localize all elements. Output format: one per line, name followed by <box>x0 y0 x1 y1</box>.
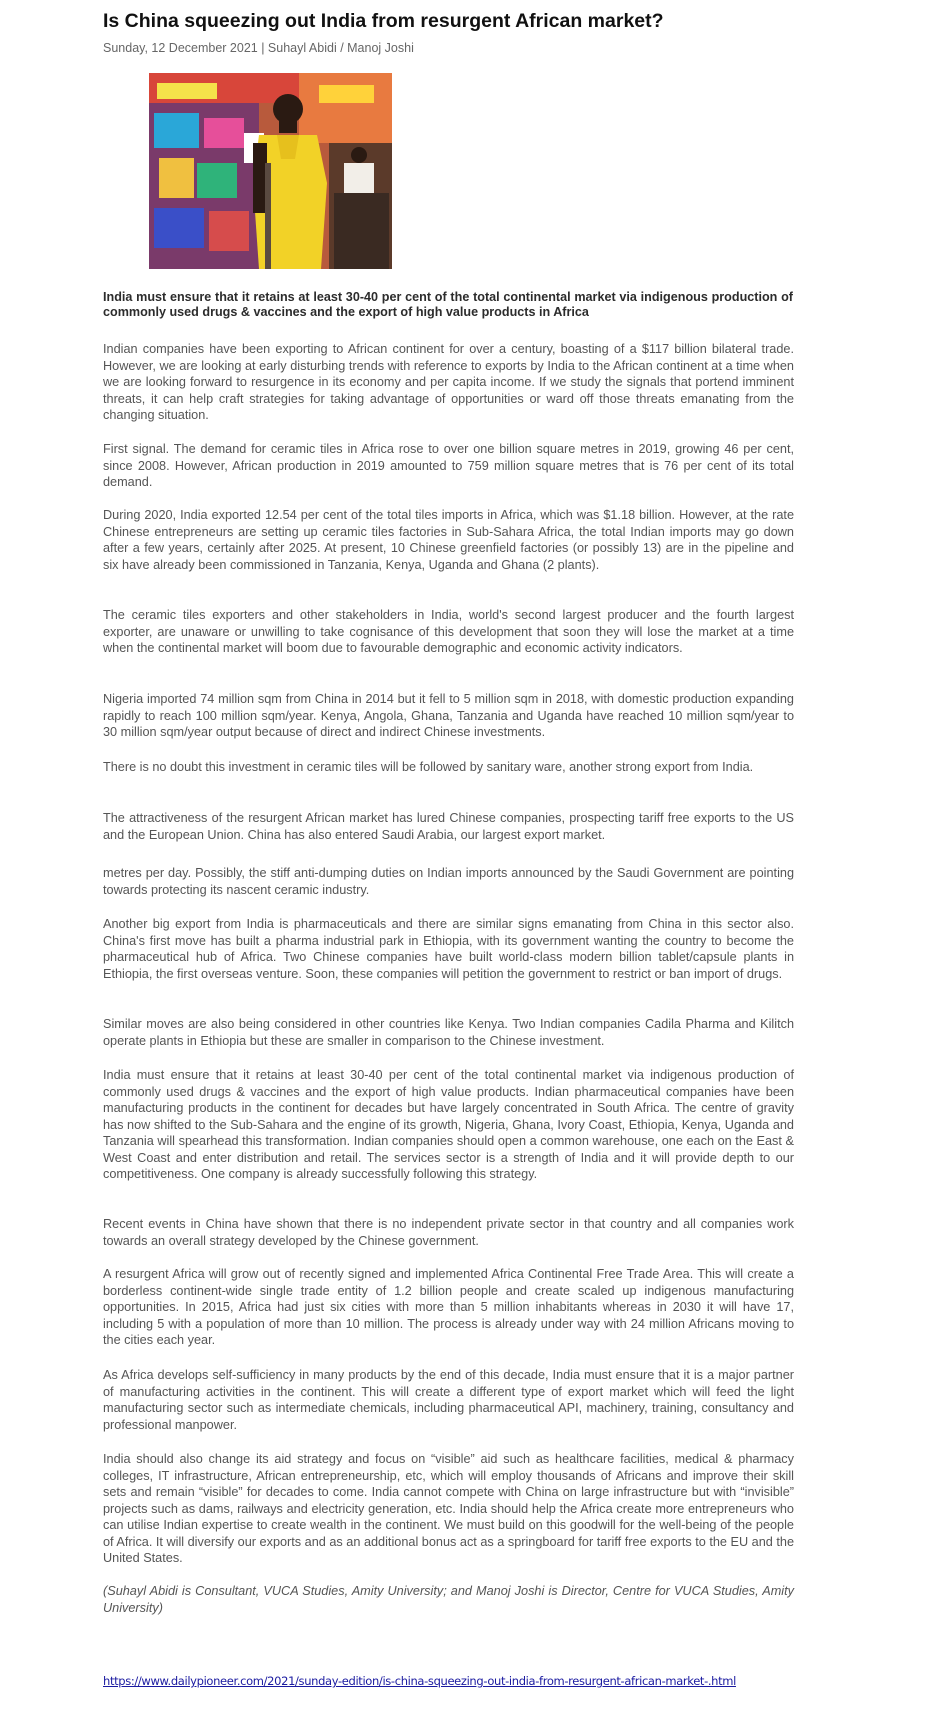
article-paragraph: The attractiveness of the resurgent African market has lured Chinese companies, prospecting tariff free exports to the US and the European Union. China has also entered Saudi Arabia, our largest export market. <box>103 811 794 842</box>
author-note: (Suhayl Abidi is Consultant, VUCA Studies, Amity University; and Manoj Joshi is Director, Centre for VUCA Studies, Amity University) <box>103 1584 794 1615</box>
article-paragraph: Similar moves are also being considered in other countries like Kenya. Two Indian companies Cadila Pharma and Kilitch operate plants in Ethiopia but these are smaller in comparison to the Chinese investment. <box>103 1017 794 1048</box>
article-paragraph: The ceramic tiles exporters and other stakeholders in India, world's second largest producer and the fourth largest exporter, are unaware or unwilling to take cognisance of this development that soon they will lose the market at a time when the continental market will boom due to favourable demographic and economic activity indicators. <box>103 608 794 655</box>
article-paragraph: metres per day. Possibly, the stiff anti-dumping duties on Indian imports announced by the Saudi Government are pointing towards protecting its nascent ceramic industry. <box>103 866 794 897</box>
article-photo <box>149 73 392 269</box>
article-paragraph: Recent events in China have shown that there is no independent private sector in that country and all companies work towards an overall strategy developed by the Chinese government. <box>103 1217 794 1248</box>
article-byline: Sunday, 12 December 2021 | Suhayl Abidi / Manoj Joshi <box>103 41 414 55</box>
article-paragraph: India must ensure that it retains at least 30-40 per cent of the total continental market via indigenous production of commonly used drugs & vaccines and the export of high value products. Indian pharmaceutical companies have been manufacturing products in the continent for decades but have largely concentrated in South Africa. The centre of gravity has now shifted to the Sub-Sahara and the engine of its growth, Nigeria, Ghana, Ivory Coast, Ethiopia, Kenya, Uganda and Tanzania will spearhead this transformation. Indian companies should open a common warehouse, one each on the East & West Coast and enter distribution and retail. The services sector is a strength of India and it will provide depth to our competitiveness. One company is already successfully following this strategy. <box>103 1068 794 1181</box>
article-paragraph: A resurgent Africa will grow out of recently signed and implemented Africa Continental Free Trade Area. This will create a borderless continent-wide single trade entity of 1.2 billion people and create scaled up indigenous manufacturing opportunities. In 2015, Africa had just six cities with more than 5 million inhabitants whereas in 2030 it will have 17, including 5 with a population of more than 10 million. The process is already under way with 24 million Africans moving to the cities each year. <box>103 1267 794 1347</box>
article-standfirst: India must ensure that it retains at least 30-40 per cent of the total continental market via indigenous production of commonly used drugs & vaccines and the export of high value products in Africa <box>103 290 793 320</box>
article-paragraph: There is no doubt this investment in ceramic tiles will be followed by sanitary ware, another strong export from India. <box>103 760 754 774</box>
article-paragraph: During 2020, India exported 12.54 per cent of the total tiles imports in Africa, which was $1.18 billion. However, at the rate Chinese entrepreneurs are setting up ceramic tiles factories in Sub-Sahara Africa, the total Indian imports may go down after a few years, certainly after 2025. At present, 10 Chinese greenfield factories (or possibly 13) are in the pipeline and six have already been commissioned in Tanzania, Kenya, Uganda and Ghana (2 plants). <box>103 508 794 572</box>
article-paragraph: First signal. The demand for ceramic tiles in Africa rose to over one billion square metres in 2019, growing 46 per cent, since 2008. However, African production in 2019 amounted to 759 million square metres that is 76 per cent of its total demand. <box>103 442 794 489</box>
article-paragraph: India should also change its aid strategy and focus on “visible” aid such as healthcare facilities, medical & pharmacy colleges, IT infrastructure, African entrepreneurship, etc, which will employ thousands of Africans and improve their skill sets and remain “visible” for decades to come. India cannot compete with China on large infrastructure but with “invisible” projects such as dams, railways and electricity generation, etc. India should help the Africa create more entrepreneurs who can utilise Indian expertise to create wealth in the continent. We must build on this goodwill for the well-being of the people of Africa. It will diversify our exports and as an additional bonus act as a springboard for tariff free exports to the EU and the United States. <box>103 1452 794 1565</box>
source-link[interactable]: https://www.dailypioneer.com/2021/sunday-edition/is-china-squeezing-out-india-from-resurgent-african-market-.html <box>103 1674 736 1688</box>
article-paragraph: Another big export from India is pharmaceuticals and there are similar signs emanating from China in this sector also. China's first move has built a pharma industrial park in Ethiopia, with its government wanting the country to become the pharmaceutical hub of Africa. Two Chinese companies have built world-class modern billion tablet/capsule plants in Ethiopia, the first overseas venture. Soon, these companies will petition the government to restrict or ban import of drugs. <box>103 917 794 981</box>
article-paragraph: Nigeria imported 74 million sqm from China in 2014 but it fell to 5 million sqm in 2018, with domestic production expanding rapidly to reach 100 million sqm/year. Kenya, Angola, Ghana, Tanzania and Uganda have reached 10 million sqm/year to 30 million sqm/year output because of direct and indirect Chinese investments. <box>103 692 794 739</box>
article-title: Is China squeezing out India from resurgent African market? <box>103 10 664 32</box>
article-paragraph: Indian companies have been exporting to African continent for over a century, boasting of a $117 billion bilateral trade. However, we are looking at early disturbing trends with reference to exports by India to the African continent at a time when we are looking forward to resurgence in its economy and per capita income. If we study the signals that portend imminent threats, it can help craft strategies for taking advantage of opportunities or ward off those threats emanating from the changing situation. <box>103 342 794 422</box>
article-paragraph: As Africa develops self-sufficiency in many products by the end of this decade, India must ensure that it is a major partner of manufacturing activities in the continent. This will create a different type of export market which will feed the light manufacturing sector such as intermediate chemicals, including pharmaceutical API, machinery, training, consultancy and professional manpower. <box>103 1368 794 1432</box>
